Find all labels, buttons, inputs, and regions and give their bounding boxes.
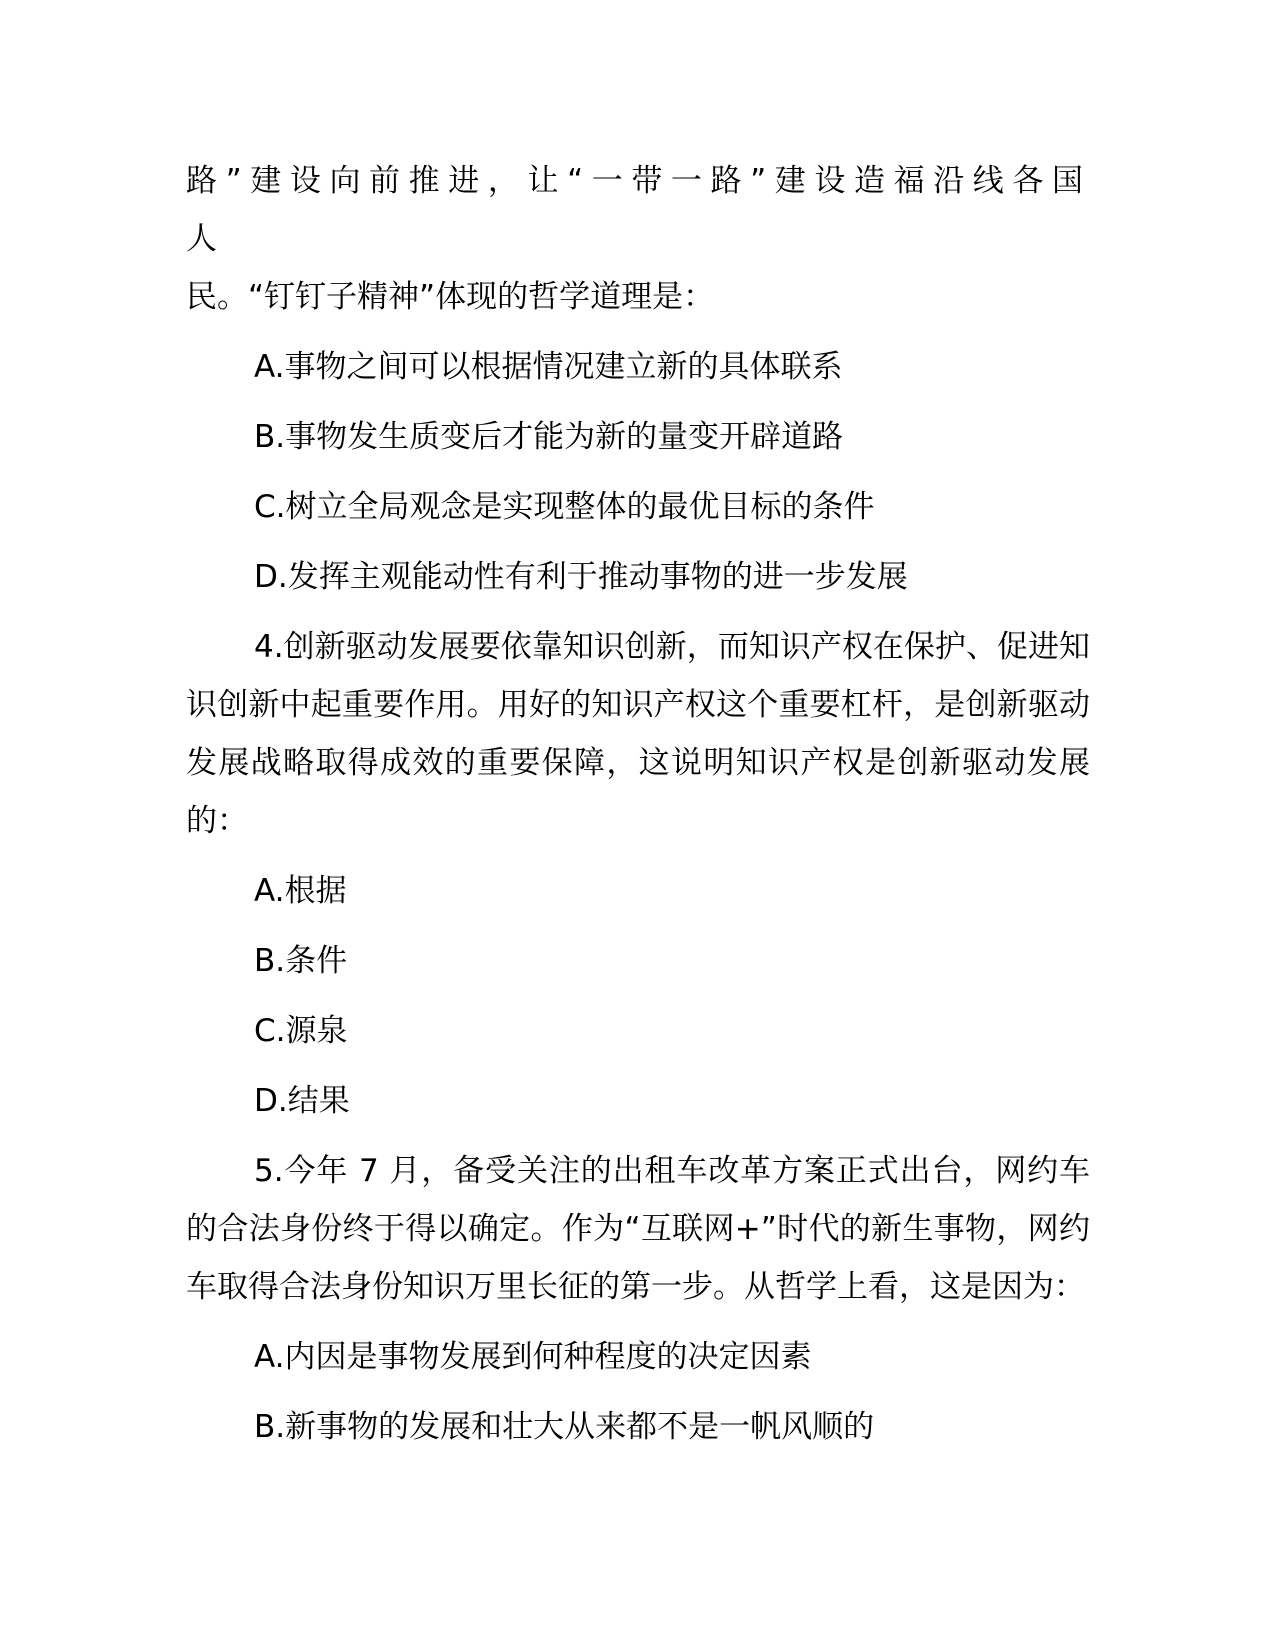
question-4-options [186,862,1090,1130]
question-5-options [186,1328,1090,1456]
question-3-option-b: B.事物发生质变后才能为新的量变开辟道路 [254,419,844,455]
question-5-stem: 5.今年 7 月，备受关注的出租车改革方案正式出台，网约车的合法身份终于得以确定。作为“互联网+”时代的新生事物，网约车取得合法身份知识万里长征的第一步。从哲学上看，这是因为： [186,1153,1090,1305]
question-3-option-c: C.树立全局观念是实现整体的最优目标的条件 [254,489,875,525]
question-4-option-d: D.结果 [254,1083,350,1119]
continuation-line-2: 民。“钉钉子精神”体现的哲学道理是： [186,279,715,315]
question-4-option-c: C.源泉 [254,1013,348,1049]
question-3-stem-continuation [186,152,1090,326]
question-3-options [186,338,1090,606]
question-3-option-d: D.发挥主观能动性有利于推动事物的进一步发展 [254,559,908,595]
question-4-stem: 4.创新驱动发展要依靠知识创新，而知识产权在保护、促进知识创新中起重要作用。用好的知识产权这个重要杠杆，是创新驱动发展战略取得成效的重要保障，这说明知识产权是创新驱动发展的： [186,629,1090,839]
question-3-option-a: A.事物之间可以根据情况建立新的具体联系 [254,349,843,385]
document-body [186,152,1090,1468]
continuation-line-1: 路”建设向前推进，让“一带一路”建设造福沿线各国人 [186,163,1090,257]
question-4-option-b: B.条件 [254,943,348,979]
question-4-option-a: A.根据 [254,873,347,909]
question-5-option-b: B.新事物的发展和壮大从来都不是一帆风顺的 [254,1409,875,1445]
question-5-option-a: A.内因是事物发展到何种程度的决定因素 [254,1339,812,1375]
